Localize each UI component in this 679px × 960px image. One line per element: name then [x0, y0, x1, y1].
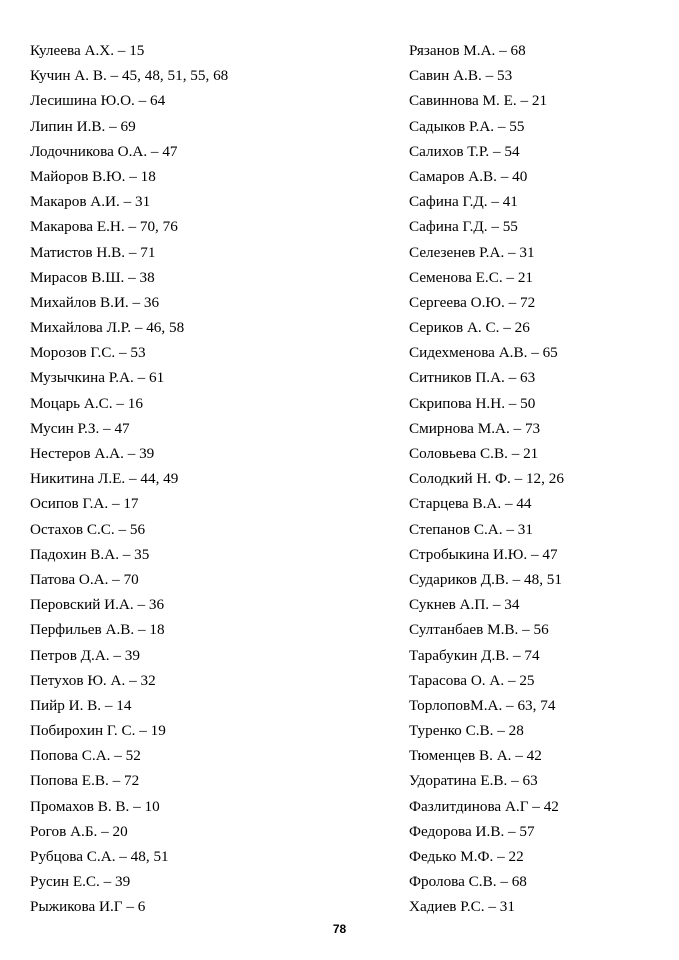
index-entry: Перфильев А.В. – 18 [30, 621, 165, 639]
index-entry: Макаров А.И. – 31 [30, 193, 151, 211]
index-entry: Побирохин Г. С. – 19 [30, 722, 166, 740]
index-entry: Стробыкина И.Ю. – 47 [409, 545, 558, 563]
index-entry: Хадиев Р.С. – 31 [409, 898, 515, 916]
index-entry: Султанбаев М.В. – 56 [409, 621, 549, 639]
index-entry: Кучин А. В. – 45, 48, 51, 55, 68 [30, 67, 229, 85]
index-entry: Осипов Г.А. – 17 [30, 495, 139, 513]
index-entry: Фролова С.В. – 68 [409, 873, 527, 891]
index-entry: Салихов Т.Р. – 54 [409, 142, 520, 160]
index-entry: Судариков Д.В. – 48, 51 [409, 570, 562, 588]
index-entry: Пийр И. В. – 14 [30, 696, 132, 714]
index-entry: Михайлов В.И. – 36 [30, 293, 160, 311]
index-entry: Перовский И.А. – 36 [30, 596, 165, 614]
index-entry: Старцева В.А. – 44 [409, 495, 532, 513]
index-entry: Федько М.Ф. – 22 [409, 848, 524, 865]
index-entry: Ситников П.А. – 63 [409, 369, 536, 387]
index-entry: Промахов В. В. – 10 [30, 797, 160, 815]
index-entry: Рыжикова И.Г – 6 [30, 898, 146, 916]
index-entry: Падохин В.А. – 35 [30, 545, 150, 563]
index-entry: Сергеева О.Ю. – 72 [409, 293, 536, 311]
index-entry: Сукнев А.П. – 34 [409, 596, 520, 614]
index-entry: Рубцова С.А. – 48, 51 [30, 848, 169, 865]
index-entry: Нестеров А.А. – 39 [30, 445, 155, 462]
index-entry: Матистов Н.В. – 71 [30, 243, 156, 261]
index-entry: Степанов С.А. – 31 [409, 520, 533, 538]
index-entry: Семенова Е.С. – 21 [409, 268, 534, 286]
index-entry: ТорлоповМ.А. – 63, 74 [409, 696, 556, 714]
index-entry: Попова Е.В. – 72 [30, 772, 140, 790]
index-entry: Тарасова О. А. – 25 [409, 671, 535, 689]
index-entry: Селезенев Р.А. – 31 [409, 243, 535, 261]
index-entry: Никитина Л.Е. – 44, 49 [30, 470, 179, 488]
index-entry: Моцарь А.С. – 16 [30, 394, 143, 412]
index-entry: Майоров В.Ю. – 18 [30, 167, 156, 185]
index-entry: Тарабукин Д.В. – 74 [409, 646, 540, 664]
index-entry: Сериков А. С. – 26 [409, 319, 530, 337]
index-entry: Савиннова М. Е. – 21 [409, 92, 548, 110]
index-entry: Фазлитдинова А.Г – 42 [409, 797, 559, 815]
index-entry: Патова О.А. – 70 [30, 570, 139, 588]
index-entry: Макарова Е.Н. – 70, 76 [30, 218, 178, 236]
index-entry: Кулеева А.Х. – 15 [30, 42, 145, 59]
index-entry: Туренко С.В. – 28 [409, 722, 524, 740]
index-entry: Остахов С.С. – 56 [30, 520, 146, 538]
index-entry: Сидехменова А.В. – 65 [409, 344, 558, 362]
index-entry: Смирнова М.А. – 73 [409, 419, 541, 437]
index-entry: Лесишина Ю.О. – 64 [30, 92, 166, 110]
index-entry: Удоратина Е.В. – 63 [409, 772, 538, 790]
index-entry: Мирасов В.Ш. – 38 [30, 268, 155, 286]
author-index-left-column [30, 38, 380, 920]
index-entry: Рязанов М.А. – 68 [409, 42, 526, 59]
index-entry: Морозов Г.С. – 53 [30, 344, 146, 362]
index-entry: Мусин Р.З. – 47 [30, 419, 130, 437]
index-entry: Сафина Г.Д. – 41 [409, 193, 518, 211]
index-entry: Липин И.В. – 69 [30, 117, 136, 135]
index-entry: Савин А.В. – 53 [409, 67, 513, 85]
index-entry: Лодочникова О.А. – 47 [30, 142, 178, 160]
index-entry: Самаров А.В. – 40 [409, 167, 528, 185]
index-entry: Скрипова Н.Н. – 50 [409, 394, 536, 412]
index-entry: Музычкина Р.А. – 61 [30, 369, 165, 387]
index-entry: Михайлова Л.Р. – 46, 58 [30, 319, 185, 337]
page-number: 78 [332, 922, 347, 936]
index-entry: Петухов Ю. А. – 32 [30, 671, 156, 689]
index-entry: Попова С.А. – 52 [30, 747, 141, 765]
index-entry: Федорова И.В. – 57 [409, 822, 535, 840]
author-index-right-column [409, 38, 669, 920]
index-entry: Садыков Р.А. – 55 [409, 117, 525, 135]
index-entry: Сафина Г.Д. – 55 [409, 218, 518, 236]
index-entry: Солодкий Н. Ф. – 12, 26 [409, 470, 564, 488]
index-entry: Петров Д.А. – 39 [30, 646, 140, 664]
index-entry: Тюменцев В. А. – 42 [409, 747, 542, 765]
index-entry: Соловьева С.В. – 21 [409, 445, 539, 462]
index-entry: Рогов А.Б. – 20 [30, 822, 128, 840]
index-entry: Русин Е.С. – 39 [30, 873, 131, 891]
